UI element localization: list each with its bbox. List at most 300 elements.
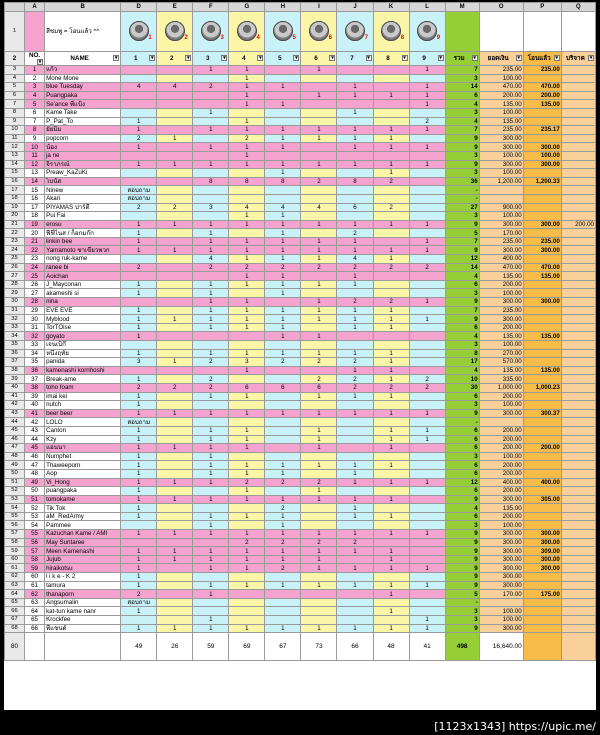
qty-cell[interactable]: [337, 444, 373, 453]
no-cell[interactable]: 55: [25, 530, 45, 539]
amount-cell[interactable]: 100.00: [479, 108, 523, 117]
qty-cell[interactable]: 2: [337, 358, 373, 367]
column-total[interactable]: 69: [229, 633, 265, 661]
qty-cell[interactable]: [409, 555, 445, 564]
qty-cell[interactable]: 2: [193, 375, 229, 384]
qty-cell[interactable]: 1: [373, 607, 409, 616]
qty-cell[interactable]: [337, 289, 373, 298]
qty-cell[interactable]: [373, 100, 409, 109]
no-cell[interactable]: 63: [25, 598, 45, 607]
name-cell[interactable]: Akari: [45, 194, 121, 203]
qty-cell[interactable]: [373, 212, 409, 221]
paid-cell[interactable]: 300.00: [523, 555, 561, 564]
qty-cell[interactable]: [301, 452, 337, 461]
blank-cell[interactable]: [523, 633, 561, 661]
row-number[interactable]: 19: [5, 203, 25, 212]
select-all-corner[interactable]: [5, 3, 25, 12]
amount-cell[interactable]: 335.00: [479, 375, 523, 384]
blank-cell[interactable]: [25, 633, 45, 661]
name-cell[interactable]: Kzy: [45, 435, 121, 444]
qty-cell[interactable]: [265, 91, 301, 100]
amount-cell[interactable]: 235.00: [479, 306, 523, 315]
total-cell[interactable]: 3: [445, 212, 479, 221]
amount-cell[interactable]: 235.00: [479, 66, 523, 75]
member-header-6[interactable]: 6 ▾: [301, 52, 337, 66]
name-cell[interactable]: linkin bee: [45, 237, 121, 246]
no-cell[interactable]: 37: [25, 375, 45, 384]
qty-cell[interactable]: 1: [265, 306, 301, 315]
qty-cell[interactable]: 1: [193, 478, 229, 487]
qty-cell[interactable]: 1: [265, 134, 301, 143]
qty-cell[interactable]: [337, 573, 373, 582]
row-number[interactable]: 36: [5, 349, 25, 358]
qty-cell[interactable]: [301, 366, 337, 375]
qty-cell[interactable]: [409, 74, 445, 83]
qty-cell[interactable]: 1: [409, 409, 445, 418]
qty-cell[interactable]: 1: [265, 469, 301, 478]
total-cell[interactable]: 9: [445, 624, 479, 633]
donate-cell[interactable]: [561, 263, 595, 272]
member-header-8[interactable]: 8 ▾: [373, 52, 409, 66]
total-cell[interactable]: 6: [445, 461, 479, 470]
no-cell[interactable]: 32: [25, 332, 45, 341]
qty-cell[interactable]: [337, 66, 373, 75]
row-number[interactable]: 17: [5, 186, 25, 195]
col-letter[interactable]: J: [337, 3, 373, 12]
no-header[interactable]: NO. ▾: [25, 52, 45, 66]
total-cell[interactable]: 5: [445, 590, 479, 599]
qty-cell[interactable]: 1: [265, 126, 301, 135]
qty-cell[interactable]: 1: [337, 143, 373, 152]
qty-cell[interactable]: [193, 212, 229, 221]
no-cell[interactable]: 8: [25, 126, 45, 135]
qty-cell[interactable]: [157, 212, 193, 221]
row-number[interactable]: 41: [5, 392, 25, 401]
qty-cell[interactable]: 1: [373, 169, 409, 178]
qty-cell[interactable]: 2: [373, 383, 409, 392]
qty-cell[interactable]: [409, 401, 445, 410]
name-cell[interactable]: toho foam: [45, 383, 121, 392]
qty-cell[interactable]: [337, 100, 373, 109]
qty-cell[interactable]: 1: [373, 409, 409, 418]
column-total[interactable]: 48: [373, 633, 409, 661]
qty-cell[interactable]: [121, 616, 157, 625]
qty-cell[interactable]: [193, 401, 229, 410]
qty-cell[interactable]: 1: [121, 581, 157, 590]
qty-cell[interactable]: [229, 598, 265, 607]
no-cell[interactable]: 11: [25, 151, 45, 160]
qty-cell[interactable]: 1: [337, 530, 373, 539]
qty-cell[interactable]: 1: [265, 521, 301, 530]
total-cell[interactable]: 9: [445, 495, 479, 504]
qty-cell[interactable]: 1: [373, 392, 409, 401]
qty-cell[interactable]: [301, 83, 337, 92]
row-number[interactable]: 30: [5, 298, 25, 307]
row-number[interactable]: 67: [5, 616, 25, 625]
donate-cell[interactable]: [561, 74, 595, 83]
qty-cell[interactable]: 1: [409, 66, 445, 75]
member-header-5[interactable]: 5 ▾: [265, 52, 301, 66]
qty-cell[interactable]: 1: [157, 160, 193, 169]
filter-dropdown-icon[interactable]: ▾: [473, 55, 476, 61]
member-header-7[interactable]: 7 ▾: [337, 52, 373, 66]
qty-cell[interactable]: 2: [157, 383, 193, 392]
qty-cell[interactable]: [265, 74, 301, 83]
qty-cell[interactable]: [301, 598, 337, 607]
qty-cell[interactable]: [337, 341, 373, 350]
total-cell[interactable]: 8: [445, 349, 479, 358]
qty-cell[interactable]: 2: [301, 478, 337, 487]
qty-cell[interactable]: 1: [337, 246, 373, 255]
qty-cell[interactable]: [373, 229, 409, 238]
amount-cell[interactable]: 200.00: [479, 426, 523, 435]
qty-cell[interactable]: 1: [301, 547, 337, 556]
paid-cell[interactable]: 300.00: [523, 298, 561, 307]
no-cell[interactable]: 48: [25, 469, 45, 478]
qty-cell[interactable]: [265, 426, 301, 435]
amount-cell[interactable]: 100.00: [479, 616, 523, 625]
qty-cell[interactable]: 2: [229, 134, 265, 143]
paid-cell[interactable]: [523, 203, 561, 212]
row-number[interactable]: 44: [5, 418, 25, 427]
qty-cell[interactable]: สอบถาม: [121, 418, 157, 427]
paid-cell[interactable]: [523, 186, 561, 195]
qty-cell[interactable]: 1: [121, 315, 157, 324]
qty-cell[interactable]: 1: [409, 237, 445, 246]
amount-cell[interactable]: 200.00: [479, 469, 523, 478]
paid-cell[interactable]: [523, 255, 561, 264]
qty-cell[interactable]: [301, 212, 337, 221]
row-number[interactable]: 12: [5, 143, 25, 152]
qty-cell[interactable]: [157, 74, 193, 83]
row-number[interactable]: 2: [5, 52, 25, 66]
row-number[interactable]: 40: [5, 383, 25, 392]
qty-cell[interactable]: 1: [229, 547, 265, 556]
no-cell[interactable]: 40: [25, 401, 45, 410]
qty-cell[interactable]: [373, 487, 409, 496]
donate-cell[interactable]: 200.00: [561, 220, 595, 229]
no-cell[interactable]: 44: [25, 435, 45, 444]
qty-cell[interactable]: [409, 590, 445, 599]
amount-cell[interactable]: 135.00: [479, 366, 523, 375]
donate-cell[interactable]: [561, 358, 595, 367]
amount-cell[interactable]: 100.00: [479, 212, 523, 221]
qty-cell[interactable]: 1: [229, 280, 265, 289]
total-cell[interactable]: 9: [445, 573, 479, 582]
qty-cell[interactable]: [373, 573, 409, 582]
qty-cell[interactable]: 1: [409, 581, 445, 590]
amount-cell[interactable]: 300.00: [479, 315, 523, 324]
qty-cell[interactable]: [373, 151, 409, 160]
qty-cell[interactable]: 1: [337, 624, 373, 633]
donate-cell[interactable]: [561, 392, 595, 401]
qty-cell[interactable]: [229, 194, 265, 203]
total-cell[interactable]: 14: [445, 83, 479, 92]
qty-cell[interactable]: [337, 194, 373, 203]
name-cell[interactable]: ja ne: [45, 151, 121, 160]
total-cell[interactable]: 6: [445, 469, 479, 478]
qty-cell[interactable]: [193, 194, 229, 203]
qty-cell[interactable]: [121, 169, 157, 178]
qty-cell[interactable]: [157, 323, 193, 332]
qty-cell[interactable]: 1: [301, 349, 337, 358]
donate-cell[interactable]: [561, 323, 595, 332]
total-cell[interactable]: 9: [445, 134, 479, 143]
no-cell[interactable]: 33: [25, 341, 45, 350]
qty-cell[interactable]: 1: [409, 220, 445, 229]
qty-cell[interactable]: 1: [193, 495, 229, 504]
qty-cell[interactable]: [265, 117, 301, 126]
amount-cell[interactable]: 100.00: [479, 74, 523, 83]
col-letter[interactable]: M: [445, 3, 479, 12]
paid-cell[interactable]: 305.00: [523, 495, 561, 504]
donate-cell[interactable]: [561, 246, 595, 255]
row-number[interactable]: 46: [5, 435, 25, 444]
qty-cell[interactable]: 1: [265, 280, 301, 289]
amount-cell[interactable]: 235.00: [479, 126, 523, 135]
qty-cell[interactable]: 1: [373, 255, 409, 264]
qty-cell[interactable]: 1: [157, 555, 193, 564]
qty-cell[interactable]: 1: [121, 143, 157, 152]
qty-cell[interactable]: 1: [301, 315, 337, 324]
qty-cell[interactable]: [409, 495, 445, 504]
amount-cell[interactable]: 300.00: [479, 143, 523, 152]
no-cell[interactable]: 13: [25, 169, 45, 178]
qty-cell[interactable]: 1: [265, 495, 301, 504]
qty-cell[interactable]: [229, 186, 265, 195]
qty-cell[interactable]: [121, 366, 157, 375]
qty-cell[interactable]: 1: [121, 444, 157, 453]
name-cell[interactable]: EVE EVE: [45, 306, 121, 315]
qty-cell[interactable]: 1: [121, 332, 157, 341]
qty-cell[interactable]: [157, 401, 193, 410]
qty-cell[interactable]: [409, 469, 445, 478]
row-number[interactable]: 37: [5, 358, 25, 367]
qty-cell[interactable]: [157, 289, 193, 298]
amount-cell[interactable]: 470.00: [479, 263, 523, 272]
qty-cell[interactable]: 1: [193, 555, 229, 564]
filter-dropdown-icon[interactable]: ▾: [555, 55, 559, 61]
qty-cell[interactable]: 8: [265, 177, 301, 186]
qty-cell[interactable]: 1: [193, 280, 229, 289]
amount-cell[interactable]: 200.00: [479, 280, 523, 289]
qty-cell[interactable]: 1: [409, 564, 445, 573]
qty-cell[interactable]: 2: [265, 478, 301, 487]
name-cell[interactable]: J_Mayconan: [45, 280, 121, 289]
qty-cell[interactable]: [409, 203, 445, 212]
total-cell[interactable]: 9: [445, 246, 479, 255]
qty-cell[interactable]: [157, 255, 193, 264]
donate-cell[interactable]: [561, 555, 595, 564]
qty-cell[interactable]: 1: [193, 126, 229, 135]
qty-cell[interactable]: [301, 607, 337, 616]
qty-cell[interactable]: [121, 108, 157, 117]
filter-dropdown-icon[interactable]: ▾: [367, 55, 370, 61]
amount-cell[interactable]: 300.00: [479, 547, 523, 556]
amount-cell[interactable]: 235.00: [479, 237, 523, 246]
qty-cell[interactable]: 1: [121, 289, 157, 298]
qty-cell[interactable]: [337, 186, 373, 195]
paid-cell[interactable]: [523, 229, 561, 238]
qty-cell[interactable]: 2: [337, 375, 373, 384]
qty-cell[interactable]: [121, 66, 157, 75]
total-cell[interactable]: 7: [445, 237, 479, 246]
total-cell[interactable]: 9: [445, 538, 479, 547]
total-cell[interactable]: 7: [445, 306, 479, 315]
no-cell[interactable]: 31: [25, 323, 45, 332]
qty-cell[interactable]: [157, 487, 193, 496]
qty-cell[interactable]: [157, 263, 193, 272]
qty-cell[interactable]: 1: [301, 435, 337, 444]
qty-cell[interactable]: 1: [337, 495, 373, 504]
qty-cell[interactable]: 1: [337, 349, 373, 358]
name-cell[interactable]: ฟีฟี่ไนส / ก็อกมก๊ก: [45, 229, 121, 238]
qty-cell[interactable]: [337, 169, 373, 178]
no-cell[interactable]: 49: [25, 478, 45, 487]
qty-cell[interactable]: 1: [193, 469, 229, 478]
qty-cell[interactable]: [337, 151, 373, 160]
qty-cell[interactable]: 1: [265, 581, 301, 590]
name-cell[interactable]: Tik Tok: [45, 504, 121, 513]
qty-cell[interactable]: 1: [121, 607, 157, 616]
qty-cell[interactable]: 1: [265, 246, 301, 255]
qty-cell[interactable]: 2: [373, 203, 409, 212]
amount-cell[interactable]: 200.00: [479, 323, 523, 332]
qty-cell[interactable]: [157, 461, 193, 470]
qty-cell[interactable]: [193, 341, 229, 350]
qty-cell[interactable]: 1: [193, 530, 229, 539]
qty-cell[interactable]: [157, 616, 193, 625]
qty-cell[interactable]: [337, 117, 373, 126]
qty-cell[interactable]: 1: [373, 323, 409, 332]
name-cell[interactable]: Yamamoto ชาเขียวพวก: [45, 246, 121, 255]
total-cell[interactable]: 6: [445, 323, 479, 332]
qty-cell[interactable]: 1: [301, 306, 337, 315]
qty-cell[interactable]: [157, 598, 193, 607]
qty-cell[interactable]: [301, 504, 337, 513]
qty-cell[interactable]: 1: [121, 469, 157, 478]
qty-cell[interactable]: [373, 504, 409, 513]
total-cell[interactable]: 4: [445, 504, 479, 513]
qty-cell[interactable]: 1: [157, 315, 193, 324]
paid-cell[interactable]: 135.00: [523, 366, 561, 375]
name-cell[interactable]: nutch: [45, 401, 121, 410]
qty-cell[interactable]: 1: [229, 624, 265, 633]
qty-cell[interactable]: [409, 512, 445, 521]
qty-cell[interactable]: [409, 452, 445, 461]
paid-cell[interactable]: 300.00: [523, 530, 561, 539]
qty-cell[interactable]: 1: [121, 547, 157, 556]
qty-cell[interactable]: 1: [193, 229, 229, 238]
qty-cell[interactable]: 1: [301, 66, 337, 75]
qty-cell[interactable]: 1: [373, 624, 409, 633]
qty-cell[interactable]: 1: [301, 255, 337, 264]
row-number[interactable]: 4: [5, 74, 25, 83]
qty-cell[interactable]: 1: [193, 66, 229, 75]
qty-cell[interactable]: 1: [157, 478, 193, 487]
qty-cell[interactable]: 1: [121, 564, 157, 573]
amount-cell[interactable]: 300.00: [479, 564, 523, 573]
qty-cell[interactable]: [157, 538, 193, 547]
qty-cell[interactable]: 1: [193, 616, 229, 625]
paid-cell[interactable]: [523, 616, 561, 625]
qty-cell[interactable]: 1: [265, 237, 301, 246]
donate-cell[interactable]: [561, 564, 595, 573]
paid-cell[interactable]: 235.00: [523, 66, 561, 75]
qty-cell[interactable]: 6: [337, 203, 373, 212]
qty-cell[interactable]: [121, 272, 157, 281]
qty-cell[interactable]: 1: [121, 392, 157, 401]
qty-cell[interactable]: 2: [121, 383, 157, 392]
total-cell[interactable]: -: [445, 194, 479, 203]
qty-cell[interactable]: 4: [229, 203, 265, 212]
name-cell[interactable]: May Suntaree: [45, 538, 121, 547]
qty-cell[interactable]: [409, 538, 445, 547]
paid-cell[interactable]: [523, 392, 561, 401]
paid-cell[interactable]: [523, 289, 561, 298]
qty-cell[interactable]: 1: [409, 100, 445, 109]
donate-cell[interactable]: [561, 349, 595, 358]
qty-cell[interactable]: 2: [121, 203, 157, 212]
paid-cell[interactable]: [523, 521, 561, 530]
qty-cell[interactable]: 6: [301, 383, 337, 392]
qty-cell[interactable]: [121, 100, 157, 109]
qty-cell[interactable]: 1: [193, 452, 229, 461]
qty-cell[interactable]: 1: [373, 375, 409, 384]
qty-cell[interactable]: 1: [229, 409, 265, 418]
name-cell[interactable]: popcorn: [45, 134, 121, 143]
qty-cell[interactable]: 1: [193, 306, 229, 315]
qty-cell[interactable]: [157, 573, 193, 582]
qty-cell[interactable]: [193, 91, 229, 100]
filter-dropdown-icon[interactable]: ▾: [589, 55, 593, 61]
col-letter[interactable]: B: [45, 3, 121, 12]
qty-cell[interactable]: [229, 616, 265, 625]
qty-cell[interactable]: [193, 186, 229, 195]
qty-cell[interactable]: 1: [337, 409, 373, 418]
qty-cell[interactable]: 1: [301, 298, 337, 307]
qty-cell[interactable]: 1: [301, 495, 337, 504]
qty-cell[interactable]: [409, 323, 445, 332]
row-number[interactable]: 42: [5, 401, 25, 410]
donate-cell[interactable]: [561, 66, 595, 75]
total-cell[interactable]: 9: [445, 547, 479, 556]
qty-cell[interactable]: [157, 186, 193, 195]
qty-cell[interactable]: 1: [229, 255, 265, 264]
donate-cell[interactable]: [561, 409, 595, 418]
total-cell[interactable]: 3: [445, 108, 479, 117]
qty-cell[interactable]: 1: [193, 512, 229, 521]
qty-cell[interactable]: 1: [373, 530, 409, 539]
qty-cell[interactable]: 1: [301, 126, 337, 135]
qty-cell[interactable]: [301, 401, 337, 410]
no-cell[interactable]: 38: [25, 383, 45, 392]
qty-cell[interactable]: [121, 255, 157, 264]
column-total[interactable]: 26: [157, 633, 193, 661]
qty-cell[interactable]: [409, 194, 445, 203]
qty-cell[interactable]: [373, 616, 409, 625]
qty-cell[interactable]: [373, 74, 409, 83]
qty-cell[interactable]: [409, 332, 445, 341]
qty-cell[interactable]: [121, 521, 157, 530]
donate-cell[interactable]: [561, 229, 595, 238]
name-cell[interactable]: P_Pat_To: [45, 117, 121, 126]
row-number[interactable]: 50: [5, 469, 25, 478]
qty-cell[interactable]: 1: [337, 478, 373, 487]
qty-cell[interactable]: [265, 186, 301, 195]
qty-cell[interactable]: 1: [121, 435, 157, 444]
qty-cell[interactable]: [301, 590, 337, 599]
